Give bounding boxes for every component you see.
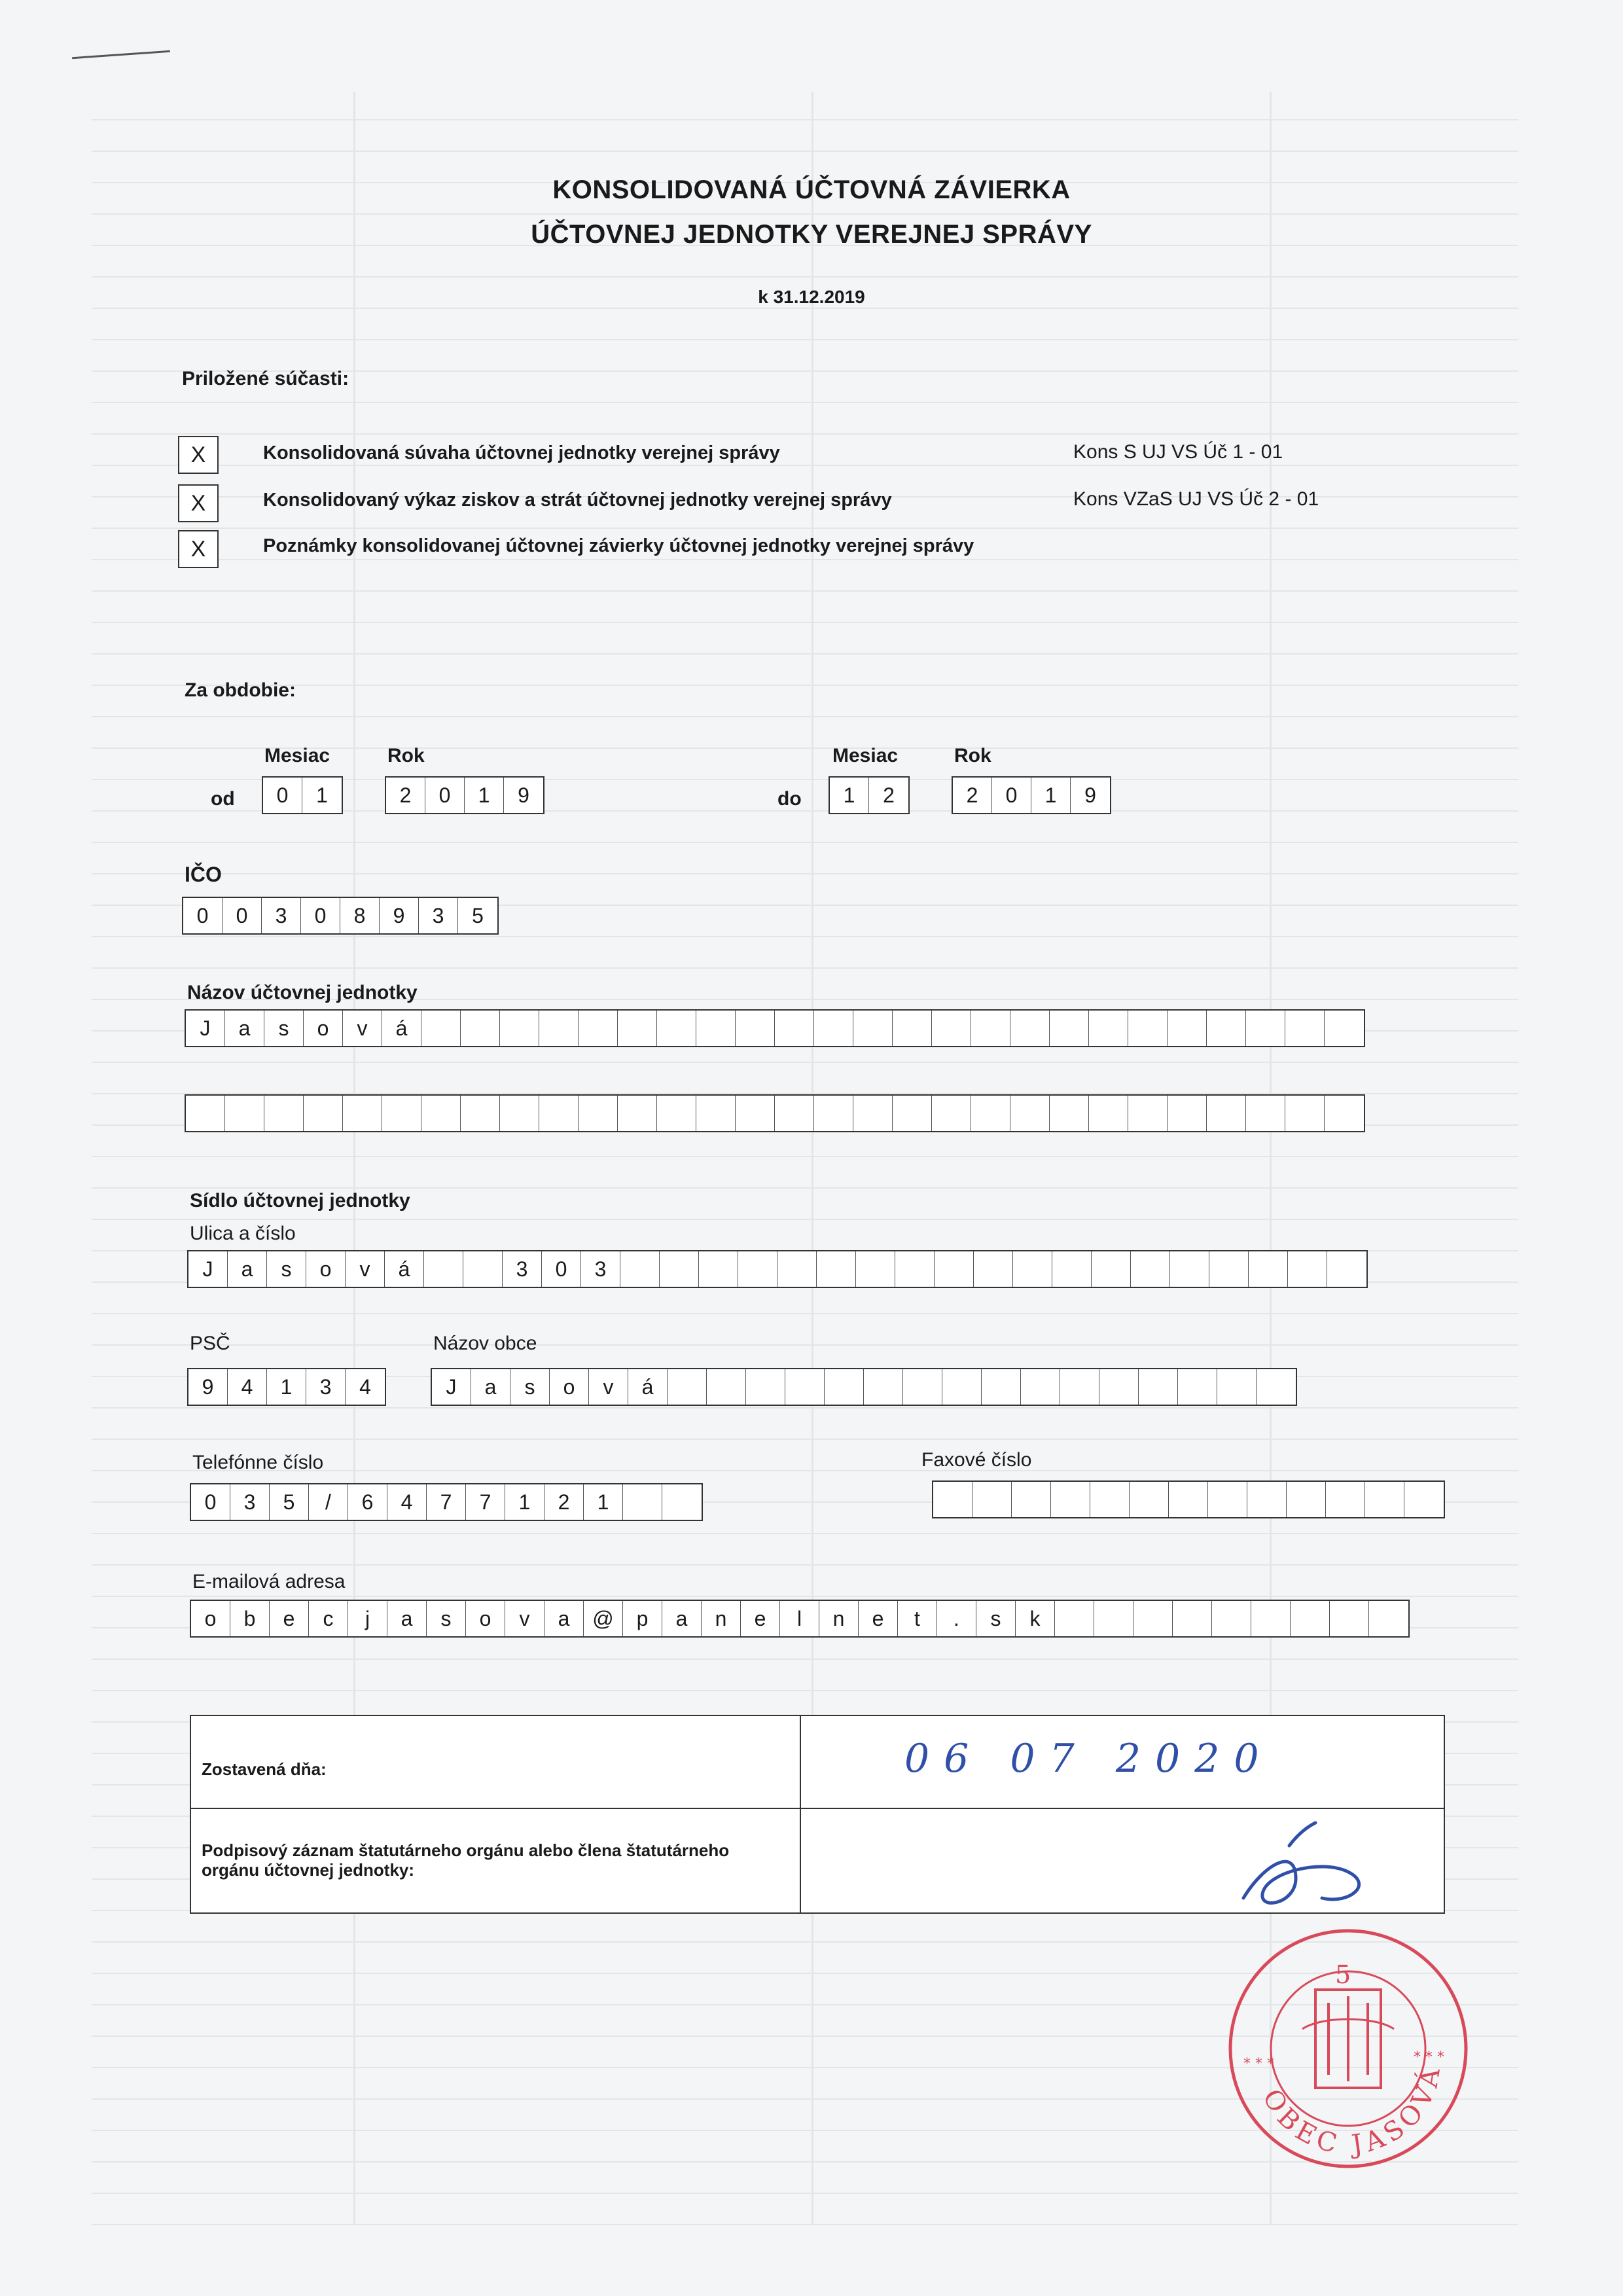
- char-box[interactable]: [1050, 1096, 1089, 1131]
- char-box[interactable]: [1128, 1011, 1168, 1046]
- attachment-checkbox-3[interactable]: X: [178, 530, 219, 568]
- to-year-field[interactable]: [952, 776, 1111, 814]
- char-box[interactable]: [1291, 1601, 1330, 1636]
- char-box[interactable]: [463, 1251, 503, 1287]
- form-title-line2: ÚČTOVNEJ JEDNOTKY VEREJNEJ SPRÁVY: [531, 220, 1092, 249]
- char-box[interactable]: e: [270, 1601, 309, 1636]
- char-box[interactable]: [1092, 1251, 1131, 1287]
- char-box[interactable]: [1287, 1482, 1326, 1517]
- attachments-label: Priložené súčasti:: [182, 368, 349, 389]
- char-box[interactable]: o: [550, 1369, 589, 1405]
- char-box[interactable]: e: [741, 1601, 780, 1636]
- char-box[interactable]: [1133, 1601, 1173, 1636]
- char-box[interactable]: [1010, 1011, 1050, 1046]
- char-box[interactable]: v: [346, 1251, 385, 1287]
- attachment-label-1: Konsolidovaná súvaha účtovnej jednotky verejnej správy: [263, 442, 780, 463]
- char-box[interactable]: [421, 1011, 461, 1046]
- svg-text:* * *: * * *: [1243, 2056, 1274, 2072]
- char-box[interactable]: [1212, 1601, 1251, 1636]
- char-box[interactable]: 4: [359, 1374, 371, 1399]
- stamp-obec-jasova: [1217, 1918, 1479, 2179]
- char-box[interactable]: [982, 1369, 1021, 1405]
- char-box[interactable]: 6: [348, 1484, 387, 1520]
- char-box[interactable]: 7: [427, 1484, 466, 1520]
- char-box[interactable]: 9: [380, 898, 419, 933]
- char-box[interactable]: [1247, 1482, 1287, 1517]
- char-box[interactable]: [618, 1096, 657, 1131]
- char-box[interactable]: [1285, 1096, 1325, 1131]
- svg-text:* * *: * * *: [1414, 2049, 1444, 2066]
- email-label: E-mailová adresa: [192, 1571, 346, 1592]
- to-label: do: [777, 788, 802, 810]
- char-box[interactable]: [1131, 1251, 1170, 1287]
- stamp-text: OBEC JASOVÁ: [1256, 2060, 1447, 2161]
- char-box[interactable]: [1168, 1096, 1207, 1131]
- char-box[interactable]: á: [382, 1011, 421, 1046]
- from-month-label: Mesiac: [264, 745, 330, 766]
- char-box[interactable]: [814, 1096, 853, 1131]
- char-box[interactable]: [461, 1011, 500, 1046]
- char-box[interactable]: [1288, 1251, 1327, 1287]
- unit-name-label: Názov účtovnej jednotky: [187, 982, 418, 1003]
- char-box[interactable]: [1326, 1482, 1365, 1517]
- char-box[interactable]: [343, 1096, 382, 1131]
- char-box[interactable]: [461, 1096, 500, 1131]
- char-box[interactable]: [1178, 1369, 1217, 1405]
- to-year-label: Rok: [954, 745, 991, 766]
- char-box[interactable]: [1051, 1482, 1090, 1517]
- fax-field[interactable]: [932, 1480, 1445, 1518]
- char-box[interactable]: 0: [301, 898, 340, 933]
- char-box[interactable]: [932, 1096, 971, 1131]
- period-label: Za obdobie:: [185, 679, 296, 701]
- char-box[interactable]: 3: [419, 898, 458, 933]
- char-box[interactable]: [853, 1096, 893, 1131]
- char-box[interactable]: [971, 1011, 1010, 1046]
- char-box[interactable]: [935, 1251, 974, 1287]
- char-box[interactable]: j: [348, 1601, 387, 1636]
- char-box[interactable]: [1285, 1011, 1325, 1046]
- char-box[interactable]: [1209, 1251, 1249, 1287]
- char-box[interactable]: 7: [466, 1484, 505, 1520]
- char-box[interactable]: [736, 1096, 775, 1131]
- char-box[interactable]: 0: [191, 1484, 230, 1520]
- char-box[interactable]: [707, 1369, 746, 1405]
- char-box[interactable]: [579, 1096, 618, 1131]
- char-box[interactable]: 0: [223, 898, 262, 933]
- char-box[interactable]: [1257, 1369, 1296, 1405]
- char-box[interactable]: [974, 1251, 1013, 1287]
- report-date: k 31.12.2019: [758, 287, 865, 307]
- char-box[interactable]: a: [228, 1251, 267, 1287]
- from-year-field[interactable]: [385, 776, 544, 814]
- char-box[interactable]: v: [343, 1011, 382, 1046]
- char-box[interactable]: á: [628, 1369, 668, 1405]
- town-field[interactable]: [431, 1368, 1297, 1406]
- char-box[interactable]: [421, 1096, 461, 1131]
- psc-label: PSČ: [190, 1333, 230, 1354]
- char-box[interactable]: 2: [386, 778, 425, 813]
- char-box[interactable]: [696, 1096, 736, 1131]
- char-box[interactable]: [1089, 1096, 1128, 1131]
- char-box[interactable]: [1169, 1482, 1208, 1517]
- char-box[interactable]: [932, 1011, 971, 1046]
- char-box[interactable]: [186, 1096, 225, 1131]
- char-box[interactable]: [893, 1011, 932, 1046]
- attachment-code-2: Kons VZaS UJ VS Úč 2 - 01: [1073, 488, 1319, 510]
- char-box[interactable]: [660, 1251, 699, 1287]
- unit-name-field-row1[interactable]: [185, 1009, 1365, 1047]
- from-month-field[interactable]: [262, 776, 343, 814]
- char-box[interactable]: [539, 1011, 579, 1046]
- char-box[interactable]: [1052, 1251, 1092, 1287]
- char-box[interactable]: [657, 1011, 696, 1046]
- char-box[interactable]: [264, 1096, 304, 1131]
- char-box[interactable]: [1330, 1601, 1369, 1636]
- char-box[interactable]: [1010, 1096, 1050, 1131]
- char-box[interactable]: [1060, 1369, 1099, 1405]
- char-box[interactable]: 5: [472, 903, 484, 927]
- char-box[interactable]: 0: [425, 778, 465, 813]
- char-box[interactable]: [933, 1482, 972, 1517]
- char-box[interactable]: 9: [188, 1369, 228, 1405]
- char-box[interactable]: [1168, 1011, 1207, 1046]
- char-box[interactable]: 4: [387, 1484, 427, 1520]
- to-month-label: Mesiac: [832, 745, 899, 766]
- char-box[interactable]: [500, 1096, 539, 1131]
- attachment-code-1: Kons S UJ VS Úč 1 - 01: [1073, 441, 1283, 463]
- attachment-checkbox-2[interactable]: X: [178, 484, 219, 522]
- char-box[interactable]: [817, 1251, 856, 1287]
- char-box[interactable]: 0: [542, 1251, 581, 1287]
- char-box[interactable]: 1: [830, 778, 869, 813]
- char-box[interactable]: 8: [340, 898, 380, 933]
- char-box[interactable]: n: [819, 1601, 859, 1636]
- char-box[interactable]: l: [780, 1601, 819, 1636]
- form-title-line1: KONSOLIDOVANÁ ÚČTOVNÁ ZÁVIERKA: [552, 175, 1071, 204]
- scan-mark: [72, 50, 170, 59]
- char-box[interactable]: [1013, 1251, 1052, 1287]
- char-box[interactable]: a: [225, 1011, 264, 1046]
- char-box[interactable]: [1251, 1601, 1291, 1636]
- char-box[interactable]: 3: [503, 1251, 542, 1287]
- char-box[interactable]: [699, 1251, 738, 1287]
- char-box[interactable]: [736, 1011, 775, 1046]
- char-box[interactable]: [304, 1096, 343, 1131]
- char-box[interactable]: b: [230, 1601, 270, 1636]
- char-box[interactable]: a: [544, 1601, 584, 1636]
- email-field[interactable]: [190, 1600, 1410, 1638]
- char-box[interactable]: [620, 1251, 660, 1287]
- char-box[interactable]: o: [191, 1601, 230, 1636]
- char-box[interactable]: [1139, 1369, 1178, 1405]
- char-box[interactable]: 2: [544, 1484, 584, 1520]
- char-box[interactable]: a: [471, 1369, 510, 1405]
- stamp-number: 5: [1335, 1960, 1351, 1989]
- char-box[interactable]: [1207, 1011, 1246, 1046]
- char-box[interactable]: [738, 1251, 777, 1287]
- fax-label: Faxové číslo: [921, 1449, 1032, 1471]
- char-box[interactable]: 2: [953, 778, 992, 813]
- char-box[interactable]: [1249, 1251, 1288, 1287]
- char-box[interactable]: 1: [465, 778, 504, 813]
- char-box[interactable]: J: [186, 1011, 225, 1046]
- char-box[interactable]: [1094, 1601, 1133, 1636]
- char-box[interactable]: 9: [518, 783, 529, 807]
- compiled-date-label: Zostavená dňa:: [202, 1759, 327, 1779]
- char-box[interactable]: [1090, 1482, 1130, 1517]
- char-box[interactable]: [1246, 1011, 1285, 1046]
- char-box[interactable]: [1173, 1601, 1212, 1636]
- char-box[interactable]: p: [623, 1601, 662, 1636]
- signature-label: Podpisový záznam štatutárneho orgánu alebo člena štatutárneho orgánu účtovnej jednotky:: [202, 1840, 730, 1880]
- char-box[interactable]: 3: [306, 1369, 346, 1405]
- char-box[interactable]: [971, 1096, 1010, 1131]
- char-box[interactable]: [1207, 1096, 1246, 1131]
- char-box[interactable]: s: [510, 1369, 550, 1405]
- char-box[interactable]: [853, 1011, 893, 1046]
- char-box[interactable]: [1325, 1011, 1364, 1046]
- char-box[interactable]: [1325, 1096, 1364, 1131]
- char-box[interactable]: [1012, 1482, 1051, 1517]
- char-box[interactable]: [785, 1369, 825, 1405]
- phone-field[interactable]: [190, 1483, 703, 1521]
- char-box[interactable]: [1050, 1011, 1089, 1046]
- char-box[interactable]: 3: [230, 1484, 270, 1520]
- char-box[interactable]: 0: [183, 898, 223, 933]
- char-box[interactable]: J: [432, 1369, 471, 1405]
- char-box[interactable]: á: [385, 1251, 424, 1287]
- char-box[interactable]: 1: [267, 1369, 306, 1405]
- char-box[interactable]: a: [662, 1601, 702, 1636]
- char-box[interactable]: [864, 1369, 903, 1405]
- char-box[interactable]: 4: [228, 1369, 267, 1405]
- attachment-label-2: Konsolidovaný výkaz ziskov a strát účtovnej jednotky verejnej správy: [263, 490, 892, 511]
- seat-label: Sídlo účtovnej jednotky: [190, 1190, 410, 1211]
- char-box[interactable]: [539, 1096, 579, 1131]
- char-box[interactable]: [500, 1011, 539, 1046]
- table-divider: [800, 1716, 801, 1912]
- town-label: Názov obce: [433, 1333, 537, 1354]
- attachment-checkbox-1[interactable]: X: [178, 436, 219, 474]
- char-box[interactable]: [382, 1096, 421, 1131]
- phone-label: Telefónne číslo: [192, 1452, 324, 1473]
- char-box[interactable]: [1021, 1369, 1060, 1405]
- char-box[interactable]: [1099, 1369, 1139, 1405]
- char-box[interactable]: [856, 1251, 895, 1287]
- char-box[interactable]: [1365, 1482, 1404, 1517]
- char-box[interactable]: [972, 1482, 1012, 1517]
- char-box[interactable]: c: [309, 1601, 348, 1636]
- char-box[interactable]: [895, 1251, 935, 1287]
- char-box[interactable]: [618, 1011, 657, 1046]
- char-box[interactable]: 5: [270, 1484, 309, 1520]
- char-box[interactable]: [662, 1484, 702, 1520]
- char-box[interactable]: J: [188, 1251, 228, 1287]
- char-box[interactable]: [1217, 1369, 1257, 1405]
- char-box[interactable]: @: [584, 1601, 623, 1636]
- char-box[interactable]: [696, 1011, 736, 1046]
- char-box[interactable]: o: [306, 1251, 346, 1287]
- attachment-label-3: Poznámky konsolidovanej účtovnej závierky účtovnej jednotky verejnej správy: [263, 535, 974, 556]
- char-box[interactable]: .: [937, 1601, 976, 1636]
- char-box[interactable]: 0: [992, 778, 1031, 813]
- char-box[interactable]: [893, 1096, 932, 1131]
- from-year-label: Rok: [387, 745, 425, 766]
- char-box[interactable]: [746, 1369, 785, 1405]
- street-field[interactable]: [187, 1250, 1368, 1288]
- table-divider: [191, 1808, 1444, 1809]
- ico-label: IČO: [185, 863, 222, 886]
- char-box[interactable]: v: [589, 1369, 628, 1405]
- char-box[interactable]: a: [387, 1601, 427, 1636]
- char-box[interactable]: [1055, 1601, 1094, 1636]
- char-box[interactable]: /: [309, 1484, 348, 1520]
- char-box[interactable]: [777, 1251, 817, 1287]
- char-box[interactable]: s: [264, 1011, 304, 1046]
- char-box[interactable]: 3: [262, 898, 301, 933]
- char-box[interactable]: [1246, 1096, 1285, 1131]
- char-box[interactable]: [1208, 1482, 1247, 1517]
- ico-field[interactable]: [182, 897, 499, 935]
- char-box[interactable]: 9: [1084, 783, 1096, 807]
- char-box[interactable]: [775, 1011, 814, 1046]
- char-box[interactable]: [1327, 1251, 1366, 1287]
- to-month-field[interactable]: [829, 776, 910, 814]
- char-box[interactable]: 3: [581, 1251, 620, 1287]
- char-box[interactable]: k: [1016, 1601, 1055, 1636]
- char-box[interactable]: t: [898, 1601, 937, 1636]
- char-box[interactable]: v: [505, 1601, 544, 1636]
- char-box[interactable]: [1128, 1096, 1168, 1131]
- char-box[interactable]: 1: [1031, 778, 1071, 813]
- char-box[interactable]: [579, 1011, 618, 1046]
- char-box[interactable]: 1: [316, 783, 328, 807]
- char-box[interactable]: e: [859, 1601, 898, 1636]
- char-box[interactable]: [775, 1096, 814, 1131]
- street-label: Ulica a číslo: [190, 1223, 296, 1244]
- compiled-date-handwritten: 06 07 2020: [904, 1736, 1274, 1782]
- char-box[interactable]: 0: [263, 778, 302, 813]
- char-box[interactable]: [657, 1096, 696, 1131]
- from-label: od: [211, 788, 235, 810]
- psc-field[interactable]: [187, 1368, 386, 1406]
- char-box[interactable]: [623, 1484, 662, 1520]
- char-box[interactable]: n: [702, 1601, 741, 1636]
- char-box[interactable]: [1089, 1011, 1128, 1046]
- char-box[interactable]: o: [466, 1601, 505, 1636]
- char-box[interactable]: s: [976, 1601, 1016, 1636]
- char-box[interactable]: [424, 1251, 463, 1287]
- unit-name-field-row2[interactable]: [185, 1094, 1365, 1132]
- char-box[interactable]: s: [267, 1251, 306, 1287]
- char-box[interactable]: 1: [505, 1484, 544, 1520]
- char-box[interactable]: [1369, 1601, 1408, 1636]
- char-box[interactable]: o: [304, 1011, 343, 1046]
- char-box[interactable]: [942, 1369, 982, 1405]
- char-box[interactable]: [825, 1369, 864, 1405]
- char-box[interactable]: [814, 1011, 853, 1046]
- char-box[interactable]: [1404, 1482, 1444, 1517]
- char-box[interactable]: [1130, 1482, 1169, 1517]
- char-box[interactable]: [903, 1369, 942, 1405]
- char-box[interactable]: [225, 1096, 264, 1131]
- char-box[interactable]: s: [427, 1601, 466, 1636]
- char-box[interactable]: 1: [584, 1484, 623, 1520]
- svg-text:OBEC JASOVÁ: [1257, 2061, 1447, 2161]
- char-box[interactable]: [668, 1369, 707, 1405]
- char-box[interactable]: [1170, 1251, 1209, 1287]
- char-box[interactable]: 2: [883, 783, 895, 807]
